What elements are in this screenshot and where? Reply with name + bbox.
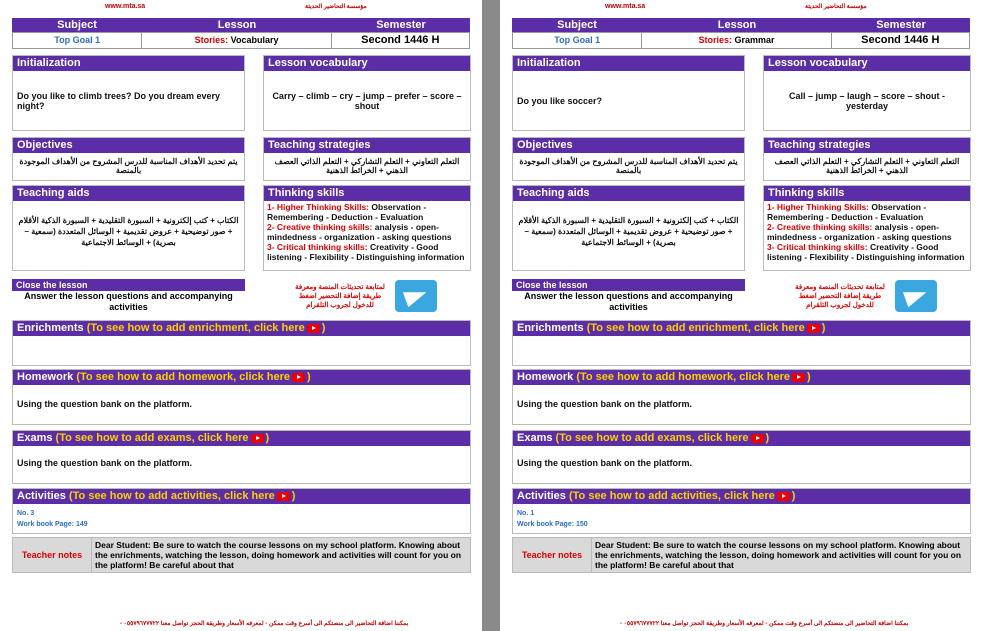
critical-skills-label: 3- Critical thinking skills:	[767, 242, 868, 252]
enrichments-box	[512, 320, 971, 366]
teaching-aids-box	[512, 185, 745, 271]
thinking-skills-box	[763, 185, 971, 271]
header-band	[512, 18, 970, 32]
teacher-notes-label: Teacher notes	[512, 537, 592, 573]
teacher-notes	[512, 537, 971, 573]
close-lesson-box	[512, 279, 745, 315]
homework-text: Using the question bank on the platform.	[517, 399, 693, 409]
exams-hint[interactable]: (To see how to add exams, click here	[55, 432, 249, 444]
teaching-aids-box	[12, 185, 245, 271]
strategies-box	[763, 137, 971, 181]
creative-skills-label: 2- Creative thinking skills:	[767, 222, 873, 232]
strategies-text: التعلم التعاوني + التعلم التشاركي + التعلم الذاتي العصف الذهني + الخرائط الذهنية	[774, 157, 960, 175]
lesson-plan-page-1	[0, 0, 482, 631]
teaching-aids-text: الكتاب + كتب إلكترونية + السبورة التقليدية + السبورة الذكية الأقلام + صور توضيحية + عروض تقديمية + الوسائل المتعددة (سمعية – بصرية) + الوسائط الاجتماعية	[518, 216, 739, 247]
footer-text: بمكننا اضافة التحاضير الى منصتكم الى أسرع وقت ممكن - لمعرفه الأسعار وطريقة الحجز تواصل معنا ٠٥٥٧٩٦٧٧٧٢٢ -	[120, 621, 409, 627]
strategies-title: Teaching strategies	[764, 138, 970, 153]
header-values	[512, 32, 970, 49]
initialization-box	[12, 55, 245, 131]
org-name: مؤسسة التحاضير الحديثة	[305, 4, 367, 10]
lesson-name: Grammar	[734, 35, 775, 45]
activities-box	[12, 488, 471, 534]
vocabulary-title: Lesson vocabulary	[264, 56, 470, 71]
subject-header: Subject	[557, 19, 597, 31]
close-lesson-text: Answer the lesson questions and accompanying activities	[524, 291, 733, 312]
strategies-box	[263, 137, 471, 181]
site-url[interactable]: www.mta.sa	[105, 3, 146, 10]
enrichments-label: Enrichments	[17, 322, 84, 334]
initialization-text: Do you like to climb trees? Do you dream every night?	[17, 90, 221, 111]
homework-box	[12, 369, 471, 425]
homework-label: Homework	[17, 371, 74, 383]
vocabulary-text: Carry – climb – cry – jump – prefer – score – shout	[272, 90, 462, 111]
vocabulary-box	[763, 55, 971, 131]
vocabulary-title: Lesson vocabulary	[764, 56, 970, 71]
semester-header: Semester	[876, 19, 926, 31]
homework-box	[512, 369, 971, 425]
objectives-text: يتم تحديد الأهداف المناسبة للدرس المشروح من الأهداف الموجودة بالمنصة	[519, 157, 738, 175]
homework-text: Using the question bank on the platform.	[17, 399, 193, 409]
header-values	[12, 32, 470, 49]
higher-skills-text: Observation - Remembering - Deduction - Evaluation	[267, 202, 427, 222]
hint-close: )	[807, 371, 811, 383]
teacher-notes-label: Teacher notes	[12, 537, 92, 573]
exams-box	[12, 430, 471, 484]
lesson-plan-page-2	[500, 0, 985, 631]
homework-title	[513, 370, 970, 385]
initialization-text: Do you like soccer?	[517, 95, 603, 106]
activities-title	[13, 489, 470, 504]
critical-skills-text: Creativity - Good listening - Flexibility - Distinguishing information	[267, 242, 465, 262]
subject-header: Subject	[57, 19, 97, 31]
org-name: مؤسسة التحاضير الحديثة	[805, 4, 867, 10]
semester-value: Second 1446 H	[361, 34, 440, 46]
activity-page: Work book Page: 149	[17, 521, 88, 528]
telegram-text[interactable]: لمتابعة تحديثات المنصة ومعرفة طريقة إضافة التحضير اضغط للدخول لجروب التلقرام	[295, 284, 385, 309]
telegram-text[interactable]: لمتابعة تحديثات المنصة ومعرفة طريقة إضافة التحضير اضغط للدخول لجروب التلقرام	[795, 284, 885, 309]
objectives-title: Objectives	[513, 138, 744, 153]
homework-hint[interactable]: (To see how to add homework, click here	[576, 371, 791, 383]
teaching-aids-text: الكتاب + كتب إلكترونية + السبورة التقليدية + السبورة الذكية الأقلام + صور توضيحية + عروض تقديمية + الوسائل المتعددة (سمعية – بصرية) + الوسائط الاجتماعية	[18, 216, 239, 247]
telegram-icon[interactable]	[895, 280, 937, 312]
semester-value: Second 1446 H	[861, 34, 940, 46]
activities-title	[513, 489, 970, 504]
vocabulary-box	[263, 55, 471, 131]
enrichments-box	[12, 320, 471, 366]
footer-text: بمكننا اضافة التحاضير الى منصتكم الى أسرع وقت ممكن - لمعرفه الأسعار وطريقة الحجز تواصل معنا ٠٥٥٧٩٦٧٧٧٢٢ -	[620, 621, 909, 627]
hint-close: )	[307, 371, 311, 383]
lesson-type: Stories:	[698, 35, 732, 45]
critical-skills-text: Creativity - Good listening - Flexibility - Distinguishing information	[767, 242, 965, 262]
activities-hint[interactable]: (To see how to add activities, click here	[68, 490, 275, 502]
thinking-skills-text	[764, 201, 970, 263]
youtube-icon[interactable]	[792, 373, 805, 382]
youtube-icon[interactable]	[277, 492, 290, 501]
teacher-notes-text: Dear Student: Be sure to watch the course lessons on my school platform. Knowing about the enrichments, watching the lesson, doing homework and activities will count for you on the platform! Be careful about that	[592, 537, 971, 573]
higher-skills-label: 1- Higher Thinking Skills:	[767, 202, 870, 212]
lesson-name: Vocabulary	[230, 35, 279, 45]
homework-hint[interactable]: (To see how to add homework, click here	[76, 371, 291, 383]
exams-hint[interactable]: (To see how to add exams, click here	[555, 432, 749, 444]
exams-label: Exams	[517, 432, 553, 444]
enrichments-title	[513, 321, 970, 336]
exams-title	[13, 431, 470, 446]
strategies-text: التعلم التعاوني + التعلم التشاركي + التعلم الذاتي العصف الذهني + الخرائط الذهنية	[274, 157, 460, 175]
enrichments-title	[13, 321, 470, 336]
homework-title	[13, 370, 470, 385]
activities-label: Activities	[17, 490, 66, 502]
close-lesson-text: Answer the lesson questions and accompanying activities	[24, 291, 233, 312]
activity-page: Work book Page: 150	[517, 521, 588, 528]
lesson-header: Lesson	[217, 19, 257, 31]
activities-label: Activities	[517, 490, 566, 502]
close-lesson-title: Close the lesson	[12, 279, 245, 291]
objectives-box	[512, 137, 745, 181]
activity-number: No. 3	[17, 510, 35, 517]
thinking-skills-text	[264, 201, 470, 263]
teaching-aids-title: Teaching aids	[513, 186, 744, 201]
creative-skills-label: 2- Creative thinking skills:	[267, 222, 373, 232]
vocabulary-text: Call – jump – laugh – score – shout - yesterday	[788, 90, 946, 111]
initialization-title: Initialization	[513, 56, 744, 71]
enrichments-hint[interactable]: (To see how to add enrichment, click here	[86, 322, 305, 334]
objectives-title: Objectives	[13, 138, 244, 153]
higher-skills-label: 1- Higher Thinking Skills:	[267, 202, 370, 212]
objectives-box	[12, 137, 245, 181]
objectives-text: يتم تحديد الأهداف المناسبة للدرس المشروح من الأهداف الموجودة بالمنصة	[19, 157, 238, 175]
lesson-value	[142, 33, 331, 48]
higher-skills-text: Observation - Remembering - Deduction - Evaluation	[767, 202, 927, 222]
youtube-icon[interactable]	[807, 324, 820, 333]
telegram-icon[interactable]	[395, 280, 437, 312]
exams-box	[512, 430, 971, 484]
goal-value: Top Goal 1	[513, 33, 642, 48]
strategies-title: Teaching strategies	[264, 138, 470, 153]
youtube-icon[interactable]	[292, 373, 305, 382]
site-url[interactable]: www.mta.sa	[605, 3, 646, 10]
enrichments-hint[interactable]: (To see how to add enrichment, click here	[586, 322, 805, 334]
exams-text: Using the question bank on the platform.	[17, 458, 193, 468]
exams-label: Exams	[17, 432, 53, 444]
youtube-icon[interactable]	[777, 492, 790, 501]
hint-close: )	[265, 432, 270, 444]
creative-skills-text: analysis - open-mindedness - organization - asking questions	[267, 222, 452, 242]
thinking-skills-title: Thinking skills	[764, 186, 970, 201]
youtube-icon[interactable]	[751, 434, 764, 443]
youtube-icon[interactable]	[307, 324, 320, 333]
exams-text: Using the question bank on the platform.	[517, 458, 693, 468]
critical-skills-label: 3- Critical thinking skills:	[267, 242, 368, 252]
hint-close: )	[791, 490, 796, 502]
enrichments-label: Enrichments	[517, 322, 584, 334]
teacher-notes-text: Dear Student: Be sure to watch the course lessons on my school platform. Knowing about the enrichments, watching the lesson, doing homework and activities will count for you on the platform! Be careful about that	[92, 537, 471, 573]
close-lesson-title: Close the lesson	[512, 279, 745, 291]
hint-close: )	[291, 490, 296, 502]
homework-label: Homework	[517, 371, 574, 383]
activities-text	[513, 504, 970, 534]
activities-box	[512, 488, 971, 534]
header-band	[12, 18, 470, 32]
thinking-skills-title: Thinking skills	[264, 186, 470, 201]
exams-title	[513, 431, 970, 446]
youtube-icon[interactable]	[251, 434, 264, 443]
semester-header: Semester	[376, 19, 426, 31]
activities-text	[13, 504, 470, 534]
lesson-header: Lesson	[717, 19, 757, 31]
lesson-type: Stories:	[194, 35, 229, 45]
activity-number: No. 1	[517, 510, 535, 517]
initialization-box	[512, 55, 745, 131]
hint-close: )	[765, 432, 770, 444]
lesson-value	[642, 33, 831, 48]
thinking-skills-box	[263, 185, 471, 271]
initialization-title: Initialization	[13, 56, 244, 71]
hint-close: )	[321, 322, 326, 334]
activities-hint[interactable]: (To see how to add activities, click here	[568, 490, 775, 502]
hint-close: )	[821, 322, 826, 334]
creative-skills-text: analysis - open-mindedness - organization - asking questions	[767, 222, 952, 242]
teaching-aids-title: Teaching aids	[13, 186, 244, 201]
close-lesson-box	[12, 279, 245, 315]
teacher-notes	[12, 537, 471, 573]
goal-value: Top Goal 1	[13, 33, 142, 48]
